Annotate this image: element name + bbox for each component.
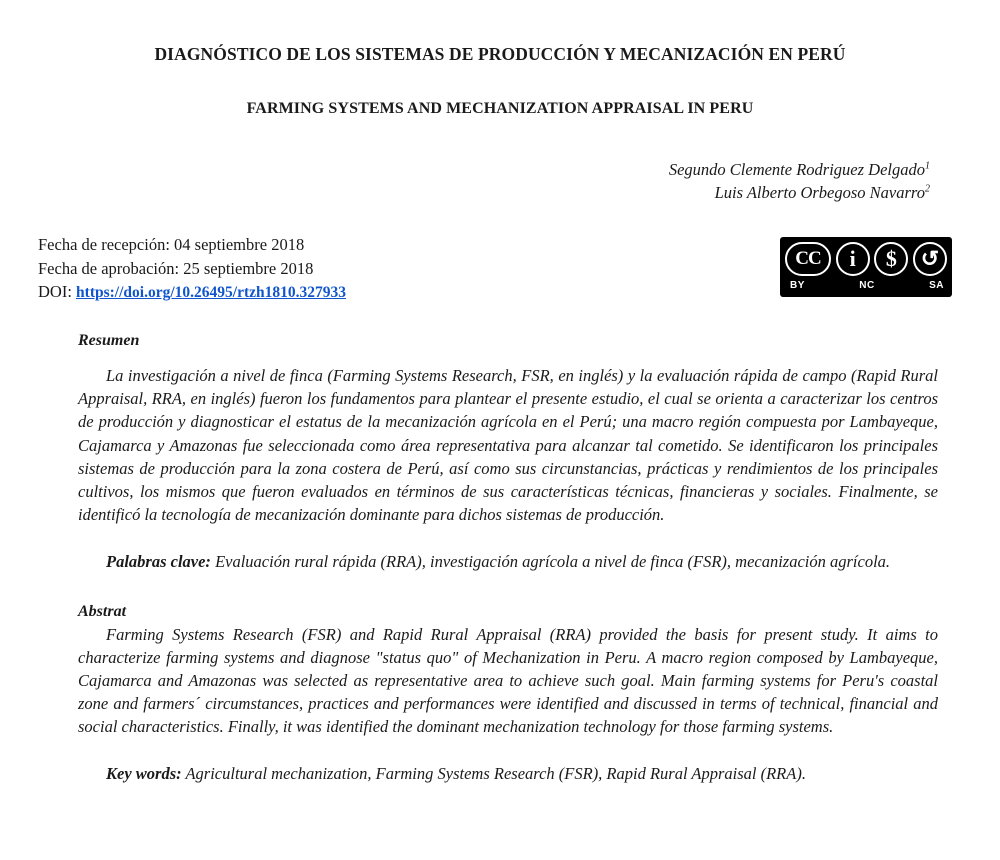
page-subtitle: FARMING SYSTEMS AND MECHANIZATION APPRAISAL IN PERU: [246, 99, 754, 117]
author-name: Luis Alberto Orbegoso Navarro: [714, 182, 925, 202]
abstract-body: Farming Systems Research (FSR) and Rapid Rural Appraisal (RRA) provided the basis for present study. It aims to characterize farming systems and diagnose "status quo" of Mechanization in Peru. A macro region composed by Lambayeque, Cajamarca and Amazonas was selected as representative area to achieve such goal. Main farming systems for Peru's coastal zone and farmers´ circumstances, practices and performances were identified and discussed in terms of technical, financial and social characteristics. Finally, it was identified the dominant mechanization technology for those farming systems.: [78, 624, 938, 737]
resumen-section: [78, 332, 938, 573]
doi-link[interactable]: https://doi.org/10.26495/rtzh1810.327933: [76, 284, 347, 302]
author-footnote: 1: [925, 160, 930, 172]
page-title: DIAGNÓSTICO DE LOS SISTEMAS DE PRODUCCIÓN Y MECANIZACIÓN EN PERÚ: [154, 44, 846, 64]
doi-line: [38, 280, 346, 304]
cc-by-icon: i: [836, 242, 870, 276]
cc-nc-icon: $: [874, 242, 908, 276]
cc-labels-row: [780, 277, 952, 295]
author-item: [0, 181, 930, 204]
abstract-section: [78, 603, 938, 786]
cc-label-nc: NC: [859, 279, 875, 291]
cc-logo-icon: CC: [785, 242, 831, 276]
abstract-heading: Abstrat: [78, 602, 127, 620]
abstract-keywords: [78, 762, 938, 785]
publication-dates: [38, 233, 346, 304]
resumen-keywords: [78, 550, 938, 573]
abstract-keywords-label: Key words:: [106, 764, 182, 784]
document-page: [0, 43, 1000, 860]
resumen-heading: Resumen: [78, 332, 140, 350]
resumen-keywords-label: Palabras clave:: [106, 551, 211, 571]
resumen-body: La investigación a nivel de finca (Farming Systems Research, FSR, en inglés) y la evaluación rápida de campo (Rapid Rural Appraisal, RRA, en inglés) fueron los fundamentos para plantear el presente estudio, el cual se orienta a caracterizar los centros de producción y diagnosticar el estatus de la mecanización agrícola en el Perú; una macro región compuesta por Lambayeque, Cajamarca y Amazonas fue seleccionada como área representativa para alcanzar tal cometido. Se identificaron los principales sistemas de producción para la zona costera de Perú, así como sus circunstancias, prácticas y rendimientos de los principales cultivos, los mismos que fueron evaluados en términos de sus características técnicas, financieras y sociales. Finalmente, se identificó la tecnología de mecanización dominante para dichos sistemas de producción.: [78, 366, 938, 524]
cc-label-sa: SA: [929, 279, 944, 291]
cc-label-by: BY: [790, 279, 805, 291]
author-list: [0, 158, 930, 205]
metadata-row: [0, 233, 1000, 304]
approval-date: Fecha de aprobación: 25 septiembre 2018: [38, 258, 314, 278]
author-name: Segundo Clemente Rodriguez Delgado: [668, 159, 925, 179]
resumen-keywords-text: Evaluación rural rápida (RRA), investigación agrícola a nivel de finca (FSR), mecanización agrícola.: [210, 551, 891, 571]
author-footnote: 2: [925, 183, 930, 195]
author-item: [0, 158, 930, 181]
reception-date: Fecha de recepción: 04 septiembre 2018: [38, 235, 305, 255]
doi-label: DOI:: [38, 282, 77, 302]
abstract-keywords-text: Agricultural mechanization, Farming Systems Research (FSR), Rapid Rural Appraisal (RRA).: [181, 764, 806, 784]
cc-symbols-row: [780, 237, 952, 277]
cc-sa-icon: ↺: [913, 242, 947, 276]
creative-commons-icon: [780, 237, 952, 297]
